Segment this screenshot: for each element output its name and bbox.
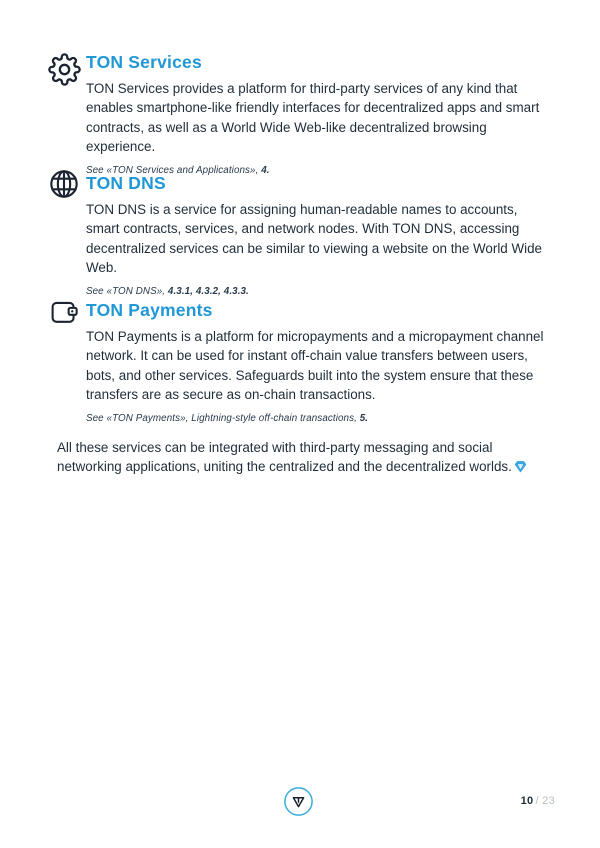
footnote-text: See «TON DNS»,: [86, 286, 168, 298]
ton-dns-section: [0, 173, 600, 297]
section-body: TON DNS is a service for assigning human-readable names to accounts, smart contracts, services, and network nodes. With TON DNS, accessing decentralized services can be similar to viewing a website on the World Wide Web.: [86, 202, 542, 275]
ton-diamond-icon: [514, 460, 527, 473]
footnote-text: See «TON Payments», Lightning-style off-chain transactions,: [86, 413, 360, 425]
closing-paragraph: [57, 438, 549, 477]
section-title: TON Services: [86, 52, 202, 72]
footnote-ref: 5.: [359, 413, 369, 425]
footer-ton-logo: [284, 787, 313, 816]
footnote-text: See «TON Services and Applications»,: [86, 165, 262, 177]
section-footnote: [86, 286, 546, 297]
gear-icon: [47, 52, 81, 86]
section-title: TON Payments: [86, 300, 213, 320]
section-footnote: [86, 413, 546, 424]
section-title: TON DNS: [86, 173, 166, 193]
page-number-current: 10: [520, 795, 534, 807]
wallet-icon: [47, 295, 81, 329]
ton-payments-section: [0, 300, 600, 424]
closing-text: All these services can be integrated with third-party messaging and social networking applications, uniting the centralized and the decentralized worlds.: [57, 440, 512, 475]
footnote-ref: 4.3.1, 4.3.2, 4.3.3.: [167, 286, 249, 298]
section-body: TON Services provides a platform for third-party services of any kind that enables smartphone-like friendly interfaces for decentralized apps and smart contracts, as well as a World Wide Web-like decentralized browsing experience.: [86, 81, 540, 154]
page-number: [521, 795, 555, 807]
section-body: TON Payments is a platform for micropayments and a micropayment channel network. It can be used for instant off-chain value transfers between users, bots, and other services. Safeguards built into the system ensure that these transfers are as secure as on-chain transactions.: [86, 329, 544, 402]
footnote-ref: 4.: [261, 165, 270, 177]
globe-icon: [47, 167, 81, 201]
ton-services-section: [0, 52, 600, 176]
page-number-total: / 23: [535, 795, 555, 807]
